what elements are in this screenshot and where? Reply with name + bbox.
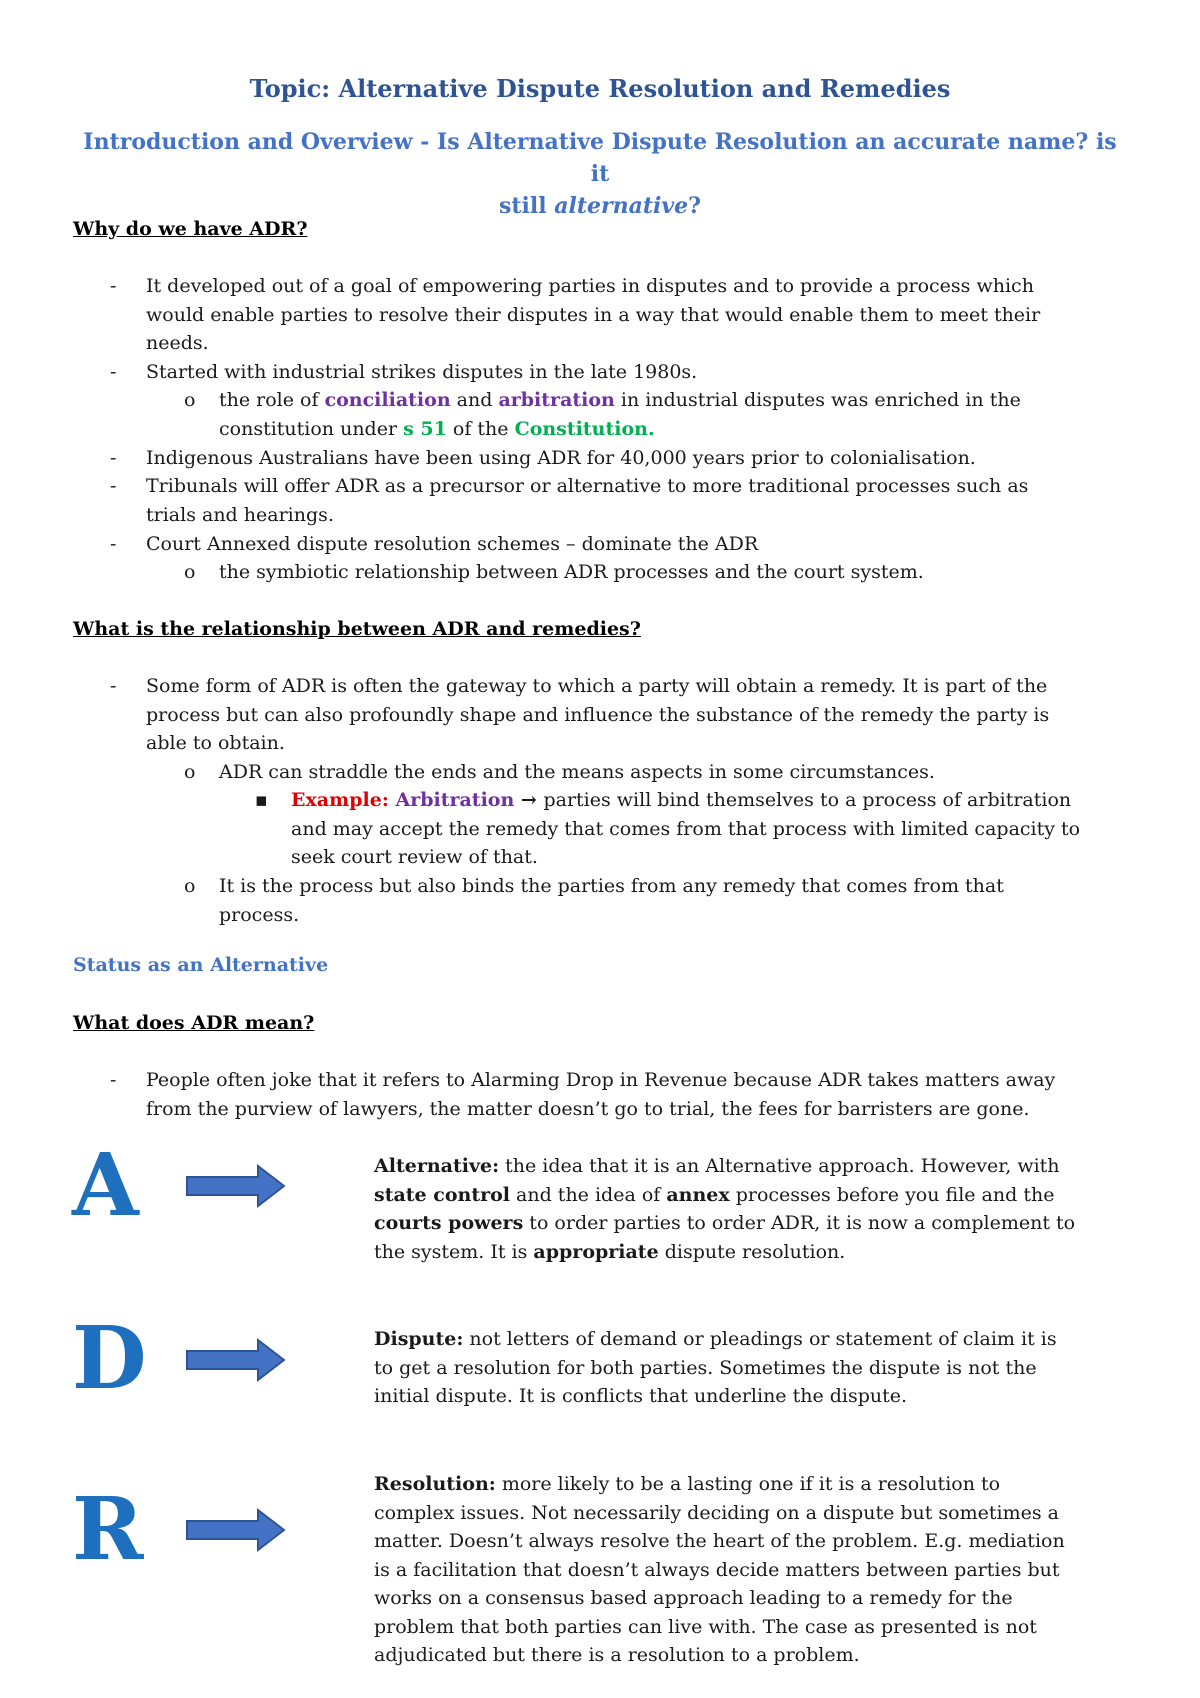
term-arbitration: arbitration: [498, 389, 615, 411]
term-conciliation: conciliation: [324, 389, 451, 411]
arrow-right-icon: [186, 1508, 286, 1552]
bullet-industrial-strikes: Started with industrial strikes disputes in the late 1980s.: [146, 361, 698, 383]
definition-resolution: Resolution: more likely to be a lasting one if it is a resolution to complex issues. Not necessarily deciding on a dispute but sometimes a matter. Doesn’t always resolve the heart of the problem. E.g. mediation is a facilitation that doesn’t always decide matters between parties but works on a consensus based approach leading to a remedy for the problem that both parties can live with. The case as presented is not adjudicated but there is a resolution to a problem.: [374, 1473, 1065, 1666]
circle-marker: o: [184, 561, 196, 583]
status-heading: Status as an Alternative: [73, 954, 329, 976]
subtitle-line-2: still alternative?: [498, 193, 702, 219]
bullet-gateway: Some form of ADR is often the gateway to which a party will obtain a remedy. It is part of the process but can also profoundly shape and influence the substance of the remedy the party is able to obtain.: [146, 675, 1050, 754]
dash-marker: -: [110, 475, 117, 497]
dash-marker: -: [110, 275, 117, 297]
letter-r: R: [72, 1479, 144, 1580]
bullet-indigenous: Indigenous Australians have been using ADR for 40,000 years prior to colonialisation.: [146, 447, 976, 469]
sub-bullet-symbiotic: the symbiotic relationship between ADR processes and the court system.: [219, 561, 924, 583]
dash-marker: -: [110, 1069, 117, 1091]
dash-marker: -: [110, 361, 117, 383]
definition-alternative: Alternative: the idea that it is an Alternative approach. However, with state control and the idea of annex processes before you file and the courts powers to order parties to order ADR, it is now a complement to the system. It is appropriate dispute resolution.: [374, 1155, 1076, 1263]
letter-a: A: [72, 1135, 139, 1236]
section-heading-relationship: What is the relationship between ADR and remedies?: [73, 618, 641, 640]
bullet-empowering: It developed out of a goal of empowering parties in disputes and to provide a process which would enable parties to resolve their disputes in a way that would enable them to meet their needs.: [146, 275, 1041, 354]
dash-marker: -: [110, 533, 117, 555]
sub-bullet-binds: It is the process but also binds the parties from any remedy that comes from that process.: [219, 875, 1004, 926]
page-title: Topic: Alternative Dispute Resolution and Remedies: [249, 74, 951, 103]
circle-marker: o: [184, 761, 196, 783]
example-arbitration: Example: Arbitration → parties will bind themselves to a process of arbitration and may accept the remedy that comes from that process with limited capacity to seek court review of that.: [291, 789, 1081, 868]
example-label: Example:: [291, 789, 396, 811]
bullet-tribunals: Tribunals will offer ADR as a precursor or alternative to more traditional processes such as trials and hearings.: [146, 475, 1029, 526]
ref-constitution: Constitution.: [514, 417, 655, 440]
bullet-court-annexed: Court Annexed dispute resolution schemes – dominate the ADR: [146, 533, 759, 555]
definition-dispute: Dispute: not letters of demand or pleadings or statement of claim it is to get a resolution for both parties. Sometimes the dispute is not the initial dispute. It is conflicts that underline the dispute.: [374, 1328, 1057, 1407]
sub-bullet-conciliation: the role of conciliation and arbitration in industrial disputes was enriched in the constitution under s 51 of the Constitution.: [219, 389, 1021, 440]
subtitle-italic: alternative: [554, 193, 689, 219]
arrow-right-icon: [186, 1164, 286, 1208]
term-arbitration: Arbitration: [395, 789, 515, 811]
section-heading-adr-meaning: What does ADR mean?: [73, 1012, 315, 1034]
bullet-alarming-drop: People often joke that it refers to Alarming Drop in Revenue because ADR takes matters away from the purview of lawyers, the matter doesn’t go to trial, the fees for barristers are gone.: [146, 1069, 1056, 1120]
arrow-right-icon: [186, 1338, 286, 1382]
circle-marker: o: [184, 875, 196, 897]
dash-marker: -: [110, 447, 117, 469]
ref-s51: s 51: [403, 417, 447, 440]
dash-marker: -: [110, 675, 117, 697]
sub-bullet-straddle: ADR can straddle the ends and the means aspects in some circumstances.: [219, 761, 935, 783]
square-marker: ▪: [255, 789, 268, 811]
section-heading-why-adr: Why do we have ADR?: [73, 218, 308, 240]
subtitle-line-1: Introduction and Overview - Is Alternative Dispute Resolution an accurate name? is it: [83, 129, 1117, 187]
letter-d: D: [72, 1308, 147, 1409]
page-subtitle: [80, 126, 1120, 222]
circle-marker: o: [184, 389, 196, 411]
